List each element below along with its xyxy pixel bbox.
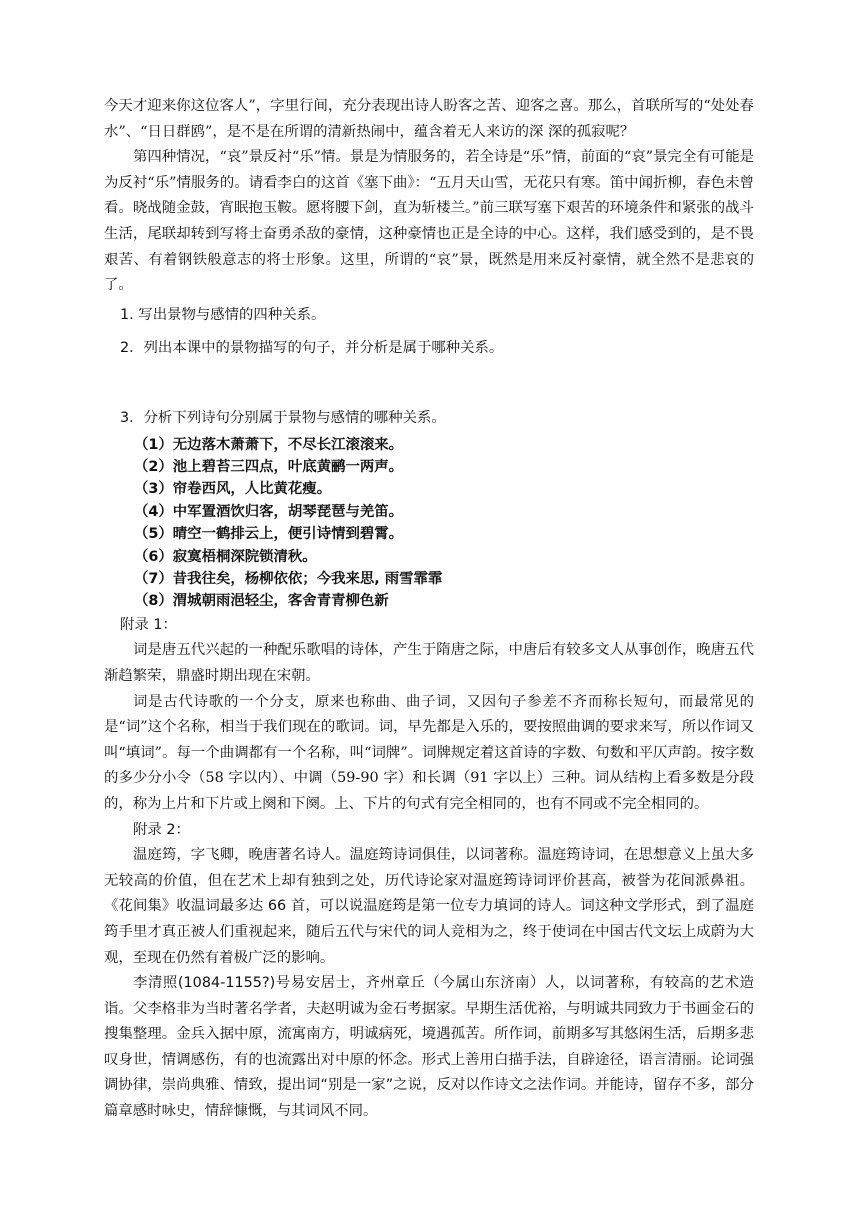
appendix-2-paragraph-1: 温庭筠，字飞卿，晚唐著名诗人。温庭筠诗词俱佳，以词著称。温庭筠诗词，在思想意义上虽大多无较高的价值，但在艺术上却有独到之处，历代诗论家对温庭筠诗词评价甚高，被誉为花间派鼻祖。《花间集》收温词最多达 66 首，可以说温庭筠是第一位专力填词的诗人。词这种文学形式，到了温庭筠手里才真正被人们重视起来，随后五代与宋代的词人竞相为之，终于使词在中国古代文坛上成蔚为大观，至现在仍然有着极广泛的影响。 [104,847,754,966]
document-page [104,94,754,1125]
poem-line: （5）晴空一鹤排云上，便引诗情到碧霄。 [134,526,404,543]
essay-paragraph-2: 第四种情况，“哀”景反衬“乐”情。景是为情服务的，若全诗是“乐”情，前面的“哀”景完全有可能是为反衬“乐”情服务的。请看李白的这首《塞下曲》：“五月天山雪，无花只有寒。笛中闻折柳，春色未曾看。晓战随金鼓，宵眠抱玉鞍。愿将腰下剑，直为斩楼兰。”前三联写塞下艰苦的环境条件和紧张的战斗生活，尾联却转到写将士奋勇杀敌的豪情，这种豪情也正是全诗的中心。这样，我们感受到的，是不畏艰苦、有着钢铁般意志的将士形象。这里，所谓的“哀”景，既然是用来反衬豪情，就全然不是悲哀的了。 [104,149,754,294]
appendix-1-heading: 附录 1： [120,616,177,633]
appendix-1-paragraph-1: 词是唐五代兴起的一种配乐歌唱的诗体，产生于隋唐之际，中唐后有较多文人从事创作，晚唐五代渐趋繁荣，鼎盛时期出现在宋朝。 [104,642,754,684]
poem-line: （7）昔我往矣，杨柳依依；今我来思, 雨雪霏霏 [134,570,443,587]
poem-line: （2）池上碧苔三四点，叶底黄鹂一两声。 [134,458,404,475]
appendix-2-paragraph-2: 李清照(1084-1155?)号易安居士，齐州章丘（今属山东济南）人，以词著称，有较高的艺术造诣。父李格非为当时著名学者，夫赵明诚为金石考据家。早期生活优裕，与明诚共同致力于书画金石的搜集整理。金兵入据中原，流寓南方，明诚病死，境遇孤苦。所作词，前期多写其悠闲生活，后期多悲叹身世，情调感伤，有的也流露出对中原的怀念。形式上善用白描手法，自辟途径，语言清丽。论词强调协律，崇尚典雅、情致，提出词“别是一家”之说，反对以作诗文之法作词。并能诗，留存不多，部分篇章感时咏史，情辞慷慨，与其词风不同。 [104,975,754,1120]
poem-line: （8）渭城朝雨浥轻尘，客舍青青柳色新 [134,593,389,610]
question-1: 1. 写出景物与感情的四种关系。 [120,306,326,323]
appendix-1-paragraph-2: 词是古代诗歌的一个分支，原来也称曲、曲子词，又因句子参差不齐而称长短句，而最常见的是“词”这个名称，相当于我们现在的歌词。词，早先都是入乐的，要按照曲调的要求来写，所以作词又叫“填词”。每一个曲调都有一个名称，叫“词牌”。词牌规定着这首诗的字数、句数和平仄声韵。按字数的多少分小令（58 字以内）、中调（59-90 字）和长调（91 字以上）三种。词从结构上看多数是分段的，称为上片和下片或上阕和下阕。上、下片的句式有完全相同的，也有不同或不完全相同的。 [104,693,754,812]
appendix-2-heading: 附录 2： [133,821,190,838]
answer-space [104,362,754,398]
poem-line: （4）中军置酒饮归客，胡琴琵琶与羌笛。 [134,503,404,520]
poem-line: （6）寂寞梧桐深院锁清秋。 [134,548,317,565]
poem-line: （1）无边落木萧萧下，不尽长江滚滚来。 [134,436,404,453]
essay-paragraph-1: 今天才迎来你这位客人”，字里行间，充分表现出诗人盼客之苦、迎客之喜。那么，首联所写的“处处春水”、“日日群鸥”，是不是在所谓的清新热闹中，蕴含着无人来访的深 深的孤寂呢？ [104,98,754,140]
question-2: 2．列出本课中的景物描写的句子，并分析是属于哪种关系。 [120,340,504,357]
poem-lines-list [104,434,754,613]
question-3: 3．分析下列诗句分别属于景物与感情的哪种关系。 [120,409,446,426]
poem-line: （3）帘卷西风，人比黄花瘦。 [134,481,332,498]
